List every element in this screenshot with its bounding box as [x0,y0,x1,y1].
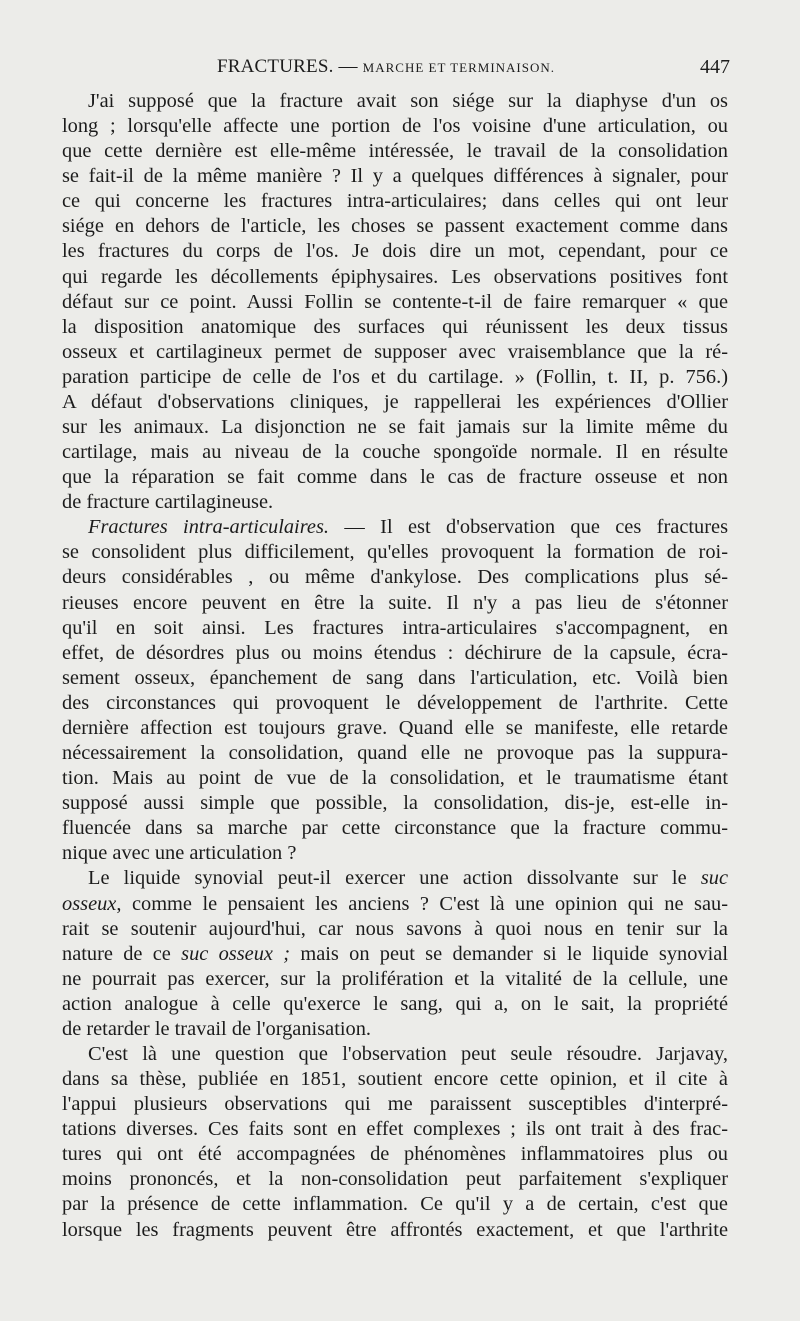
text-run: — Il est d'observation que ces fractures [329,516,729,539]
italic-term: osseux [62,892,117,915]
text-line: que cette dernière est elle-même intéressée, le travail de la consolidation [62,140,728,163]
text-line: rait se soutenir aujourd'hui, car nous savons à quoi nous en tenir sur la [62,917,728,940]
text-line: se consolident plus difficilement, qu'elles provoquent la formation de roi- [62,541,728,564]
text-line: lorsque les fragments peuvent être affrontés exactement, et que l'arthrite [62,1218,728,1241]
text-line: sur les animaux. La disjonction ne se fait jamais sur la limite même du [62,416,728,439]
text-line: qui regarde les décollements épiphysaires. Les observations positives font [62,265,728,288]
text-line: l'appui plusieurs observations qui me paraissent susceptibles d'interpré- [62,1093,728,1116]
text-line: effet, de désordres plus ou moins étendus : déchirure de la capsule, écra- [62,641,728,664]
title-dash: — [333,56,363,77]
text-line: par la présence de cette inflammation. Ce qu'il y a de certain, c'est que [62,1193,728,1216]
text-line: moins prononcés, et la non-consolidation peut parfaitement s'expliquer [62,1168,728,1191]
text-line: de fracture cartilagineuse. [62,491,274,514]
text-run: mais on peut se demander si le liquide synovial [290,942,728,965]
text-line: cartilage, mais au niveau de la couche spongoïde normale. Il en résulte [62,441,728,464]
text-line: ne pourrait pas exercer, sur la prolifération et la vitalité de la cellule, une [62,967,728,990]
text-line: tations diverses. Ces faits sont en effet complexes ; ils ont trait à des frac- [62,1118,728,1141]
text-line [62,892,728,917]
text-run: , comme le pensaient les anciens ? C'est là une opinion qui ne sau- [116,892,728,915]
section-heading-italic: Fractures intra-articulaires. [88,516,329,539]
paragraph-4 [62,1042,728,1243]
text-line [62,942,728,967]
text-line: A défaut d'observations cliniques, je rappellerai les expériences d'Ollier [62,390,728,413]
text-line: tures qui ont été accompagnées de phénomènes inflammatoires plus ou [62,1143,728,1166]
text-line: deurs considérables , ou même d'ankylose. Des complications plus sé- [62,566,728,589]
text-run: Le liquide synovial peut-il exercer une action dissolvante sur le [88,867,701,890]
text-line: nécessairement la consolidation, quand elle ne provoque pas la suppura- [62,742,728,765]
text-line [62,866,728,891]
paragraph-1 [62,89,728,515]
body-text [62,89,728,1243]
text-line: ce qui concerne les fractures intra-articulaires; dans celles qui ont leur [62,190,728,213]
text-line: action analogue à celle qu'exerce le sang, qui a, on le sait, la propriété [62,992,728,1015]
running-title [217,56,555,78]
text-line: les fractures du corps de l'os. Je dois dire un mot, cependant, pour ce [62,240,728,263]
chapter-title: FRACTURES. [217,56,334,77]
text-line: se fait-il de la même manière ? Il y a quelques différences à signaler, pour [62,165,728,188]
text-line: supposé aussi simple que possible, la consolidation, dis-je, est-elle in- [62,792,728,815]
text-line: dernière affection est toujours grave. Quand elle se manifeste, elle retarde [62,716,728,739]
text-line: nique avec une articulation ? [62,842,297,865]
italic-term: suc [700,867,728,890]
text-line: sement osseux, épanchement de sang dans l'articulation, etc. Voilà bien [62,666,728,689]
text-line [62,515,728,540]
text-line: des circonstances qui provoquent le développement de l'arthrite. Cette [62,691,728,714]
text-line: défaut sur ce point. Aussi Follin se contente-t-il de faire remarquer « que [62,290,728,313]
text-line: siége en dehors de l'article, les choses se passent exactement comme dans [62,215,728,238]
text-line: qu'il en soit ainsi. Les fractures intra-articulaires s'accompagnent, en [62,616,728,639]
text-line: paration participe de celle de l'os et du cartilage. » (Follin, t. II, p. 756.) [62,365,728,388]
paragraph-3 [62,866,728,1042]
text-run: nature de ce [62,942,182,965]
text-line: tion. Mais au point de vue de la consolidation, et le traumatisme étant [62,767,728,790]
italic-term: suc osseux ; [181,942,291,965]
section-title: MARCHE ET TERMINAISON. [362,60,556,75]
text-line: fluencée dans sa marche par cette circonstance que la fracture commu- [62,817,728,840]
page-number: 447 [700,56,730,78]
running-header [60,56,730,86]
text-line: C'est là une question que l'observation peut seule résoudre. Jarjavay, [88,1042,728,1065]
text-line: dans sa thèse, publiée en 1851, soutient encore cette opinion, et il cite à [62,1068,728,1091]
text-line: que la réparation se fait comme dans le cas de fracture osseuse et non [62,466,728,489]
text-line: osseux et cartilagineux permet de supposer avec vraisemblance que la ré- [62,340,728,363]
text-line: de retarder le travail de l'organisation. [62,1017,372,1040]
text-line: J'ai supposé que la fracture avait son siége sur la diaphyse d'un os [88,90,728,112]
paragraph-2 [62,515,728,866]
text-line: long ; lorsqu'elle affecte une portion de l'os voisine d'une articulation, ou [62,115,728,138]
text-line: rieuses encore peuvent en être la suite. Il n'y a pas lieu de s'étonner [62,591,728,614]
text-line: la disposition anatomique des surfaces qui réunissent les deux tissus [62,315,728,338]
